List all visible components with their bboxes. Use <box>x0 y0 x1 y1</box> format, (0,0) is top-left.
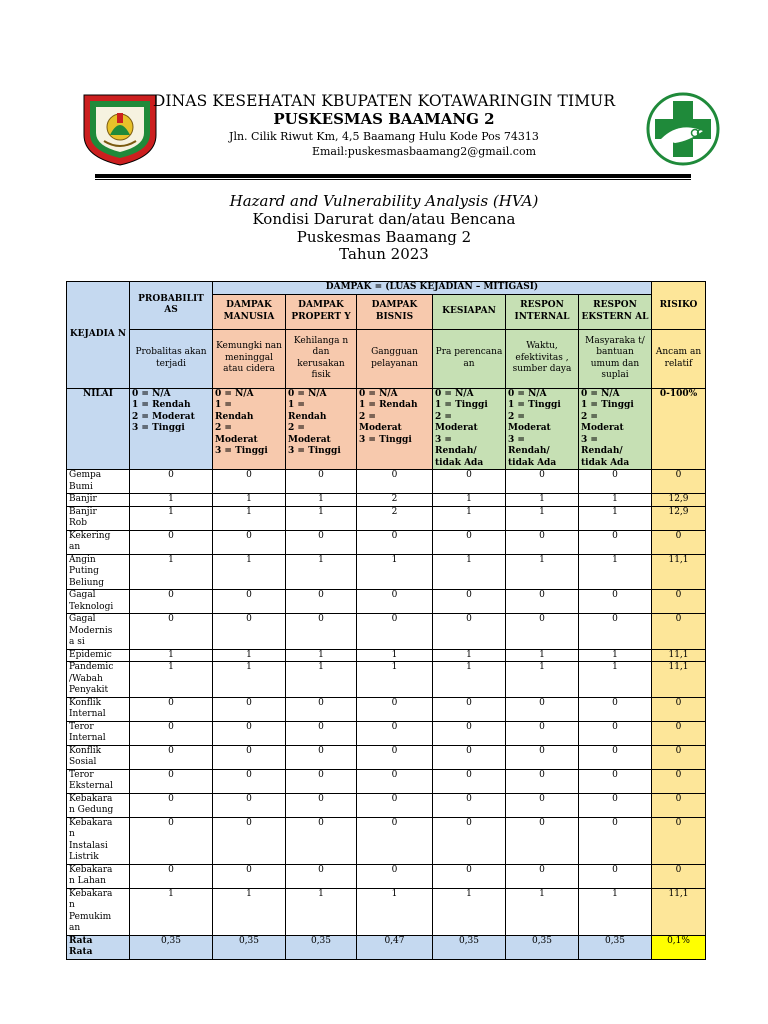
score-cell: 0 <box>433 745 506 769</box>
risk-value: 0 <box>652 793 706 817</box>
event-name: Pandemic /Wabah Penyakit <box>67 662 130 698</box>
score-cell: 0 <box>433 697 506 721</box>
score-cell: 1 <box>130 649 213 662</box>
score-cell: 1 <box>213 888 286 935</box>
table-row <box>67 721 706 745</box>
col-desc-probabilitas: Probalitas akan terjadi <box>130 329 213 388</box>
score-cell: 0 <box>286 614 357 650</box>
nilai-label: NILAI <box>67 388 130 470</box>
score-cell: 1 <box>357 554 433 590</box>
score-cell: 1 <box>213 494 286 507</box>
nilai-risiko: 0-100% <box>652 388 706 470</box>
col-head-probabilitas: PROBABILIT AS <box>130 282 213 330</box>
score-cell: 1 <box>213 649 286 662</box>
event-name: Epidemic <box>67 649 130 662</box>
score-cell: 0 <box>357 614 433 650</box>
event-name: Kekering an <box>67 530 130 554</box>
risk-value: 0 <box>652 614 706 650</box>
event-name: Teror Internal <box>67 721 130 745</box>
score-cell: 0 <box>213 470 286 494</box>
table-row <box>67 614 706 650</box>
score-cell: 1 <box>579 662 652 698</box>
risk-value: 12,9 <box>652 494 706 507</box>
score-cell: 0 <box>506 793 579 817</box>
score-cell: 1 <box>286 506 357 530</box>
col-head-kesiapan: KESIAPAN <box>433 294 506 329</box>
score-cell: 1 <box>130 506 213 530</box>
score-cell: 0 <box>433 864 506 888</box>
event-name: Kebakara n Instalasi Listrik <box>67 817 130 864</box>
score-cell: 0 <box>130 864 213 888</box>
nilai-row <box>67 388 706 470</box>
score-cell: 1 <box>286 494 357 507</box>
score-cell: 1 <box>579 494 652 507</box>
score-cell: 1 <box>433 662 506 698</box>
score-cell: 0 <box>579 470 652 494</box>
table-row <box>67 506 706 530</box>
risk-value: 0 <box>652 745 706 769</box>
table-row <box>67 590 706 614</box>
score-cell: 0 <box>433 793 506 817</box>
event-name: Teror Eksternal <box>67 769 130 793</box>
table-row <box>67 470 706 494</box>
score-cell: 0 <box>213 721 286 745</box>
event-name: Angin Puting Beliung <box>67 554 130 590</box>
score-cell: 1 <box>130 494 213 507</box>
score-cell: 1 <box>286 554 357 590</box>
score-cell: 0 <box>433 590 506 614</box>
score-cell: 0 <box>506 470 579 494</box>
score-cell: 0 <box>357 745 433 769</box>
risk-value: 0 <box>652 530 706 554</box>
score-cell: 0 <box>579 817 652 864</box>
average-cell: 0,35 <box>579 935 652 959</box>
average-cell: 0,47 <box>357 935 433 959</box>
score-cell: 0 <box>286 769 357 793</box>
score-cell: 1 <box>433 494 506 507</box>
score-cell: 0 <box>433 721 506 745</box>
doc-facility: Puskesmas Baamang 2 <box>296 228 472 246</box>
score-cell: 0 <box>579 864 652 888</box>
col-desc-risiko: Ancam an relatif <box>652 329 706 388</box>
table-row <box>67 745 706 769</box>
score-cell: 0 <box>579 530 652 554</box>
score-cell: 1 <box>506 506 579 530</box>
score-cell: 1 <box>579 649 652 662</box>
col-head-dampak-manusia: DAMPAK MANUSIA <box>213 294 286 329</box>
col-desc-dampak-property: Kehilanga n dan kerusakan fisik <box>286 329 357 388</box>
col-desc-respon-internal: Waktu, efektivitas , sumber daya <box>506 329 579 388</box>
score-cell: 1 <box>213 662 286 698</box>
score-cell: 0 <box>130 590 213 614</box>
event-name: Konflik Internal <box>67 697 130 721</box>
nilai-dampak-bisnis: 0 = N/A 1 = Rendah 2 = Moderat 3 = Tinggi <box>357 388 433 470</box>
score-cell: 0 <box>286 590 357 614</box>
average-label: Rata Rata <box>67 935 130 959</box>
score-cell: 1 <box>506 888 579 935</box>
score-cell: 0 <box>130 793 213 817</box>
score-cell: 1 <box>130 662 213 698</box>
letterhead-rule-thin <box>95 179 691 180</box>
nilai-kesiapan: 0 = N/A 1 = Tinggi 2 = Moderat 3 = Rendah/ tidak Ada <box>433 388 506 470</box>
risk-value: 11,1 <box>652 649 706 662</box>
col-desc-respon-eksternal: Masyaraka t/ bantuan umum dan suplai <box>579 329 652 388</box>
score-cell: 0 <box>357 793 433 817</box>
score-cell: 0 <box>213 745 286 769</box>
doc-subtitle: Kondisi Darurat dan/atau Bencana <box>252 210 516 228</box>
risk-value: 11,1 <box>652 554 706 590</box>
table-row <box>67 888 706 935</box>
score-cell: 0 <box>506 590 579 614</box>
score-cell: 0 <box>130 769 213 793</box>
average-cell: 0,35 <box>130 935 213 959</box>
score-cell: 0 <box>579 793 652 817</box>
average-cell: 0,35 <box>506 935 579 959</box>
score-cell: 1 <box>433 506 506 530</box>
score-cell: 0 <box>506 614 579 650</box>
table-row <box>67 864 706 888</box>
risk-value: 0 <box>652 470 706 494</box>
score-cell: 0 <box>213 590 286 614</box>
score-cell: 0 <box>357 721 433 745</box>
score-cell: 0 <box>579 769 652 793</box>
nilai-dampak-manusia: 0 = N/A 1 = Rendah 2 = Moderat 3 = Tinggi <box>213 388 286 470</box>
score-cell: 0 <box>286 817 357 864</box>
dampak-group-header: DAMPAK = (LUAS KEJADIAN – MITIGASI) <box>213 282 652 295</box>
score-cell: 2 <box>357 494 433 507</box>
score-cell: 1 <box>433 554 506 590</box>
score-cell: 0 <box>213 530 286 554</box>
email: Email:puskesmasbaamang2@gmail.com <box>311 145 537 158</box>
average-risk: 0,1% <box>652 935 706 959</box>
score-cell: 0 <box>433 769 506 793</box>
score-cell: 0 <box>357 470 433 494</box>
table-row <box>67 662 706 698</box>
event-name: Banjir Rob <box>67 506 130 530</box>
score-cell: 0 <box>130 817 213 864</box>
score-cell: 0 <box>506 769 579 793</box>
score-cell: 0 <box>433 817 506 864</box>
score-cell: 1 <box>357 662 433 698</box>
score-cell: 0 <box>286 793 357 817</box>
score-cell: 0 <box>579 745 652 769</box>
col-head-risiko: RISIKO <box>652 282 706 330</box>
score-cell: 0 <box>357 590 433 614</box>
score-cell: 1 <box>579 888 652 935</box>
score-cell: 0 <box>130 530 213 554</box>
score-cell: 0 <box>357 817 433 864</box>
average-cell: 0,35 <box>213 935 286 959</box>
doc-year: Tahun 2023 <box>339 245 429 263</box>
score-cell: 0 <box>213 864 286 888</box>
score-cell: 2 <box>357 506 433 530</box>
score-cell: 0 <box>579 614 652 650</box>
risk-value: 11,1 <box>652 888 706 935</box>
score-cell: 0 <box>130 614 213 650</box>
table-row <box>67 793 706 817</box>
doc-title: Hazard and Vulnerability Analysis (HVA) <box>229 192 539 210</box>
score-cell: 0 <box>506 745 579 769</box>
score-cell: 1 <box>506 662 579 698</box>
event-name: Gagal Teknologi <box>67 590 130 614</box>
score-cell: 1 <box>579 554 652 590</box>
address: Jln. Cilik Riwut Km, 4,5 Baamang Hulu Kode Pos 74313 <box>229 130 539 143</box>
average-row <box>67 935 706 959</box>
hva-table <box>66 281 706 960</box>
col-desc-kesiapan: Pra perencana an <box>433 329 506 388</box>
score-cell: 0 <box>433 614 506 650</box>
score-cell: 1 <box>357 888 433 935</box>
table-row <box>67 649 706 662</box>
col-desc-dampak-manusia: Kemungki nan meninggal atau cidera <box>213 329 286 388</box>
score-cell: 1 <box>213 554 286 590</box>
score-cell: 0 <box>506 697 579 721</box>
nilai-dampak-property: 0 = N/A 1 = Rendah 2 = Moderat 3 = Tinggi <box>286 388 357 470</box>
table-row <box>67 697 706 721</box>
average-cell: 0,35 <box>286 935 357 959</box>
event-name: Kebakara n Pemukim an <box>67 888 130 935</box>
score-cell: 0 <box>130 745 213 769</box>
event-name: Banjir <box>67 494 130 507</box>
score-cell: 1 <box>579 506 652 530</box>
risk-value: 0 <box>652 864 706 888</box>
score-cell: 0 <box>433 530 506 554</box>
table-row <box>67 530 706 554</box>
score-cell: 0 <box>506 817 579 864</box>
score-cell: 0 <box>213 793 286 817</box>
risk-value: 0 <box>652 817 706 864</box>
col-head-dampak-bisnis: DAMPAK BISNIS <box>357 294 433 329</box>
score-cell: 0 <box>286 745 357 769</box>
score-cell: 0 <box>286 864 357 888</box>
score-cell: 1 <box>506 554 579 590</box>
letterhead-rule <box>95 174 691 178</box>
table-row <box>67 817 706 864</box>
col-head-dampak-property: DAMPAK PROPERT Y <box>286 294 357 329</box>
score-cell: 0 <box>286 530 357 554</box>
risk-value: 0 <box>652 590 706 614</box>
table-row <box>67 554 706 590</box>
score-cell: 1 <box>506 494 579 507</box>
score-cell: 0 <box>579 721 652 745</box>
score-cell: 1 <box>286 649 357 662</box>
score-cell: 0 <box>286 697 357 721</box>
risk-value: 12,9 <box>652 506 706 530</box>
score-cell: 0 <box>506 721 579 745</box>
score-cell: 1 <box>286 888 357 935</box>
table-row <box>67 494 706 507</box>
nilai-respon-internal: 0 = N/A 1 = Tinggi 2 = Moderat 3 = Rendah/ tidak Ada <box>506 388 579 470</box>
score-cell: 1 <box>130 554 213 590</box>
score-cell: 0 <box>286 470 357 494</box>
score-cell: 0 <box>213 769 286 793</box>
score-cell: 0 <box>213 614 286 650</box>
col-head-respon-internal: RESPON INTERNAL <box>506 294 579 329</box>
kejadian-header: KEJADIA N <box>67 282 130 389</box>
score-cell: 0 <box>357 697 433 721</box>
risk-value: 0 <box>652 697 706 721</box>
score-cell: 1 <box>130 888 213 935</box>
score-cell: 0 <box>286 721 357 745</box>
puskesmas-name: PUSKESMAS BAAMANG 2 <box>273 110 495 128</box>
score-cell: 0 <box>213 817 286 864</box>
score-cell: 1 <box>213 506 286 530</box>
score-cell: 1 <box>433 888 506 935</box>
score-cell: 0 <box>357 530 433 554</box>
risk-value: 0 <box>652 721 706 745</box>
score-cell: 1 <box>506 649 579 662</box>
score-cell: 0 <box>579 697 652 721</box>
nilai-probabilitas: 0 = N/A 1 = Rendah 2 = Moderat 3 = Tinggi <box>130 388 213 470</box>
risk-value: 0 <box>652 769 706 793</box>
col-head-respon-eksternal: RESPON EKSTERN AL <box>579 294 652 329</box>
score-cell: 0 <box>130 721 213 745</box>
score-cell: 0 <box>506 864 579 888</box>
score-cell: 0 <box>433 470 506 494</box>
event-name: Konflik Sosial <box>67 745 130 769</box>
office-name: DINAS KESEHATAN KBUPATEN KOTAWARINGIN TIMUR <box>152 92 616 110</box>
event-name: Gagal Modernis a si <box>67 614 130 650</box>
score-cell: 1 <box>433 649 506 662</box>
average-cell: 0,35 <box>433 935 506 959</box>
score-cell: 1 <box>286 662 357 698</box>
score-cell: 0 <box>130 697 213 721</box>
event-name: Gempa Bumi <box>67 470 130 494</box>
event-name: Kebakara n Lahan <box>67 864 130 888</box>
risk-value: 11,1 <box>652 662 706 698</box>
nilai-respon-eksternal: 0 = N/A 1 = Tinggi 2 = Moderat 3 = Rendah/ tidak Ada <box>579 388 652 470</box>
event-name: Kebakara n Gedung <box>67 793 130 817</box>
score-cell: 0 <box>357 864 433 888</box>
col-desc-dampak-bisnis: Gangguan pelayanan <box>357 329 433 388</box>
score-cell: 0 <box>579 590 652 614</box>
score-cell: 0 <box>357 769 433 793</box>
score-cell: 0 <box>130 470 213 494</box>
score-cell: 0 <box>213 697 286 721</box>
score-cell: 0 <box>506 530 579 554</box>
table-row <box>67 769 706 793</box>
score-cell: 1 <box>357 649 433 662</box>
